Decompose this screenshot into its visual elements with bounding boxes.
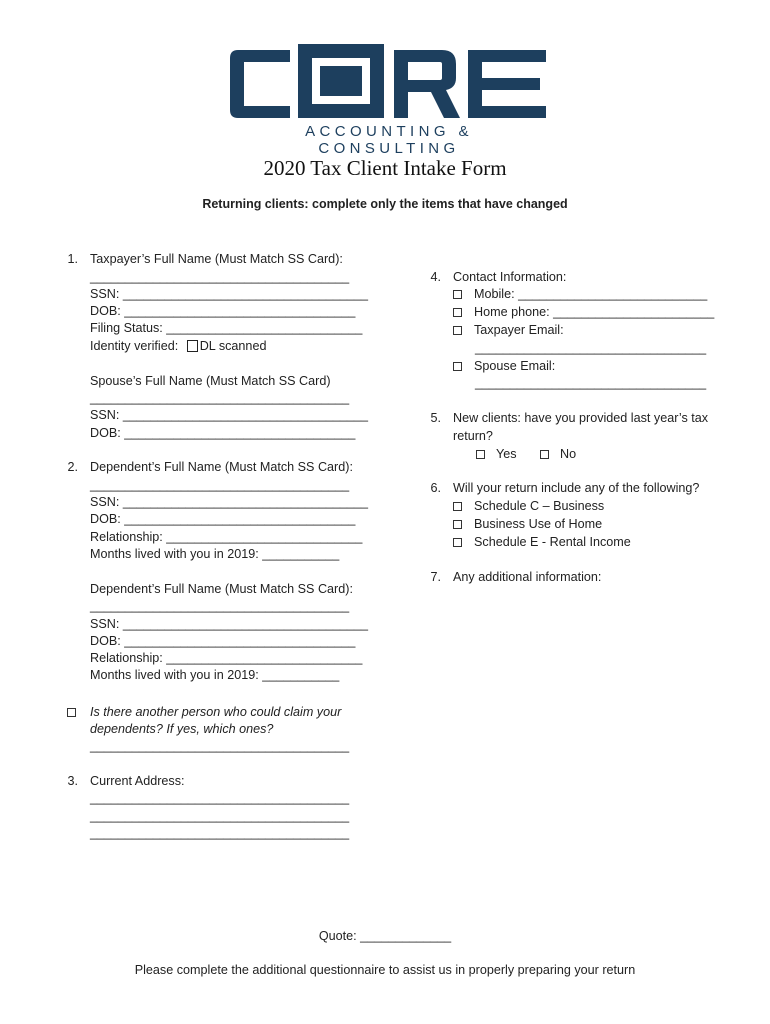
section-1-number: 1. (67, 252, 78, 266)
yes-option (476, 446, 517, 463)
business-use-home-checkbox[interactable] (453, 520, 462, 529)
new-clients-question-line1: New clients: have you provided last year’s tax (453, 411, 709, 425)
spouse-name-field[interactable]: _____________________________________ (90, 391, 350, 405)
identity-verified-label: Identity verified: (90, 339, 179, 353)
home-phone-checkbox[interactable] (453, 308, 462, 317)
claim-question-line1: Is there another person who could claim your (90, 705, 342, 719)
schedule-option (453, 516, 602, 533)
home-phone-row (453, 304, 714, 321)
mobile-checkbox[interactable] (453, 290, 462, 299)
taxpayer-dob-field[interactable]: DOB: _________________________________ (90, 304, 356, 318)
additional-info-label: Any additional information: (453, 570, 602, 584)
logo-tagline: ACCOUNTING & CONSULTING (305, 123, 473, 157)
form-subtitle: Returning clients: complete only the items that have changed (202, 197, 568, 211)
current-address-label: Current Address: (90, 774, 185, 788)
section-4-number: 4. (430, 270, 441, 284)
schedule-c-label: Schedule C – Business (474, 499, 605, 513)
mobile-row (453, 286, 707, 303)
identity-verified-row (90, 338, 266, 355)
company-logo (228, 44, 548, 157)
yes-label: Yes (496, 447, 517, 461)
core-logo-mark (228, 44, 548, 118)
dependent-name-field[interactable]: _____________________________________ (90, 478, 350, 492)
dependent-name-label: Dependent’s Full Name (Must Match SS Card): (90, 460, 353, 474)
dependent2-name-field[interactable]: _____________________________________ (90, 599, 350, 613)
business-use-home-label: Business Use of Home (474, 517, 603, 531)
no-checkbox[interactable] (540, 450, 549, 459)
spouse-dob-field[interactable]: DOB: _________________________________ (90, 426, 356, 440)
new-clients-question-line2: return? (453, 429, 493, 443)
form-title: 2020 Tax Client Intake Form (263, 156, 507, 180)
section-5-number: 5. (430, 411, 441, 425)
no-label: No (560, 447, 577, 461)
address-line-field[interactable]: _____________________________________ (90, 826, 350, 840)
taxpayer-ssn-field[interactable]: SSN: ___________________________________ (90, 287, 369, 301)
section-3-number: 3. (67, 774, 78, 788)
claim-answer-field[interactable]: _____________________________________ (90, 739, 350, 753)
dependent-relationship-field[interactable]: Relationship: ____________________________ (90, 530, 363, 544)
taxpayer-name-label: Taxpayer’s Full Name (Must Match SS Card): (90, 252, 343, 266)
taxpayer-email-checkbox[interactable] (453, 326, 462, 335)
dependent-dob-field[interactable]: DOB: _________________________________ (90, 512, 356, 526)
dependent2-dob-field[interactable]: DOB: _________________________________ (90, 634, 356, 648)
claim-dependents-checkbox[interactable] (67, 708, 76, 717)
taxpayer-email-row (453, 322, 564, 339)
no-option (540, 446, 576, 463)
schedules-question: Will your return include any of the following? (453, 481, 700, 495)
schedule-option (453, 534, 631, 551)
filing-status-field[interactable]: Filing Status: ____________________________ (90, 321, 363, 335)
schedule-e-label: Schedule E - Rental Income (474, 535, 631, 549)
schedule-c-checkbox[interactable] (453, 502, 462, 511)
home-phone-field[interactable]: Home phone: _______________________ (474, 305, 715, 319)
address-line-field[interactable]: _____________________________________ (90, 791, 350, 805)
dependent2-name-label: Dependent’s Full Name (Must Match SS Card): (90, 582, 353, 596)
dependent2-months-field[interactable]: Months lived with you in 2019: ___________ (90, 668, 340, 682)
dl-scanned-label: DL scanned (199, 339, 267, 353)
spouse-ssn-field[interactable]: SSN: ___________________________________ (90, 408, 369, 422)
claim-checkbox-wrap (67, 704, 80, 721)
dependent2-ssn-field[interactable]: SSN: ___________________________________ (90, 617, 369, 631)
section-2-number: 2. (67, 460, 78, 474)
dependent-months-field[interactable]: Months lived with you in 2019: ___________ (90, 547, 340, 561)
contact-info-label: Contact Information: (453, 270, 567, 284)
schedule-e-checkbox[interactable] (453, 538, 462, 547)
dl-scanned-checkbox[interactable] (187, 340, 198, 352)
claim-question-line2: dependents? If yes, which ones? (90, 722, 274, 736)
taxpayer-name-field[interactable]: _____________________________________ (90, 270, 350, 284)
yes-checkbox[interactable] (476, 450, 485, 459)
spouse-email-label: Spouse Email: (474, 359, 556, 373)
schedule-option (453, 498, 604, 515)
dependent-ssn-field[interactable]: SSN: ___________________________________ (90, 495, 369, 509)
section-6-number: 6. (430, 481, 441, 495)
section-7-number: 7. (430, 570, 441, 584)
quote-field[interactable]: Quote: _____________ (318, 929, 452, 943)
address-line-field[interactable]: _____________________________________ (90, 809, 350, 823)
taxpayer-email-label: Taxpayer Email: (474, 323, 564, 337)
spouse-email-checkbox[interactable] (453, 362, 462, 371)
spouse-email-field[interactable]: _________________________________ (475, 376, 707, 390)
spouse-name-label: Spouse’s Full Name (Must Match SS Card) (90, 374, 331, 388)
mobile-field[interactable]: Mobile: ___________________________ (474, 287, 708, 301)
dependent2-relationship-field[interactable]: Relationship: ____________________________ (90, 651, 363, 665)
footer-note: Please complete the additional questionnaire to assist us in properly preparing your return (134, 963, 636, 977)
taxpayer-email-field[interactable]: _________________________________ (475, 341, 707, 355)
spouse-email-row (453, 358, 555, 375)
